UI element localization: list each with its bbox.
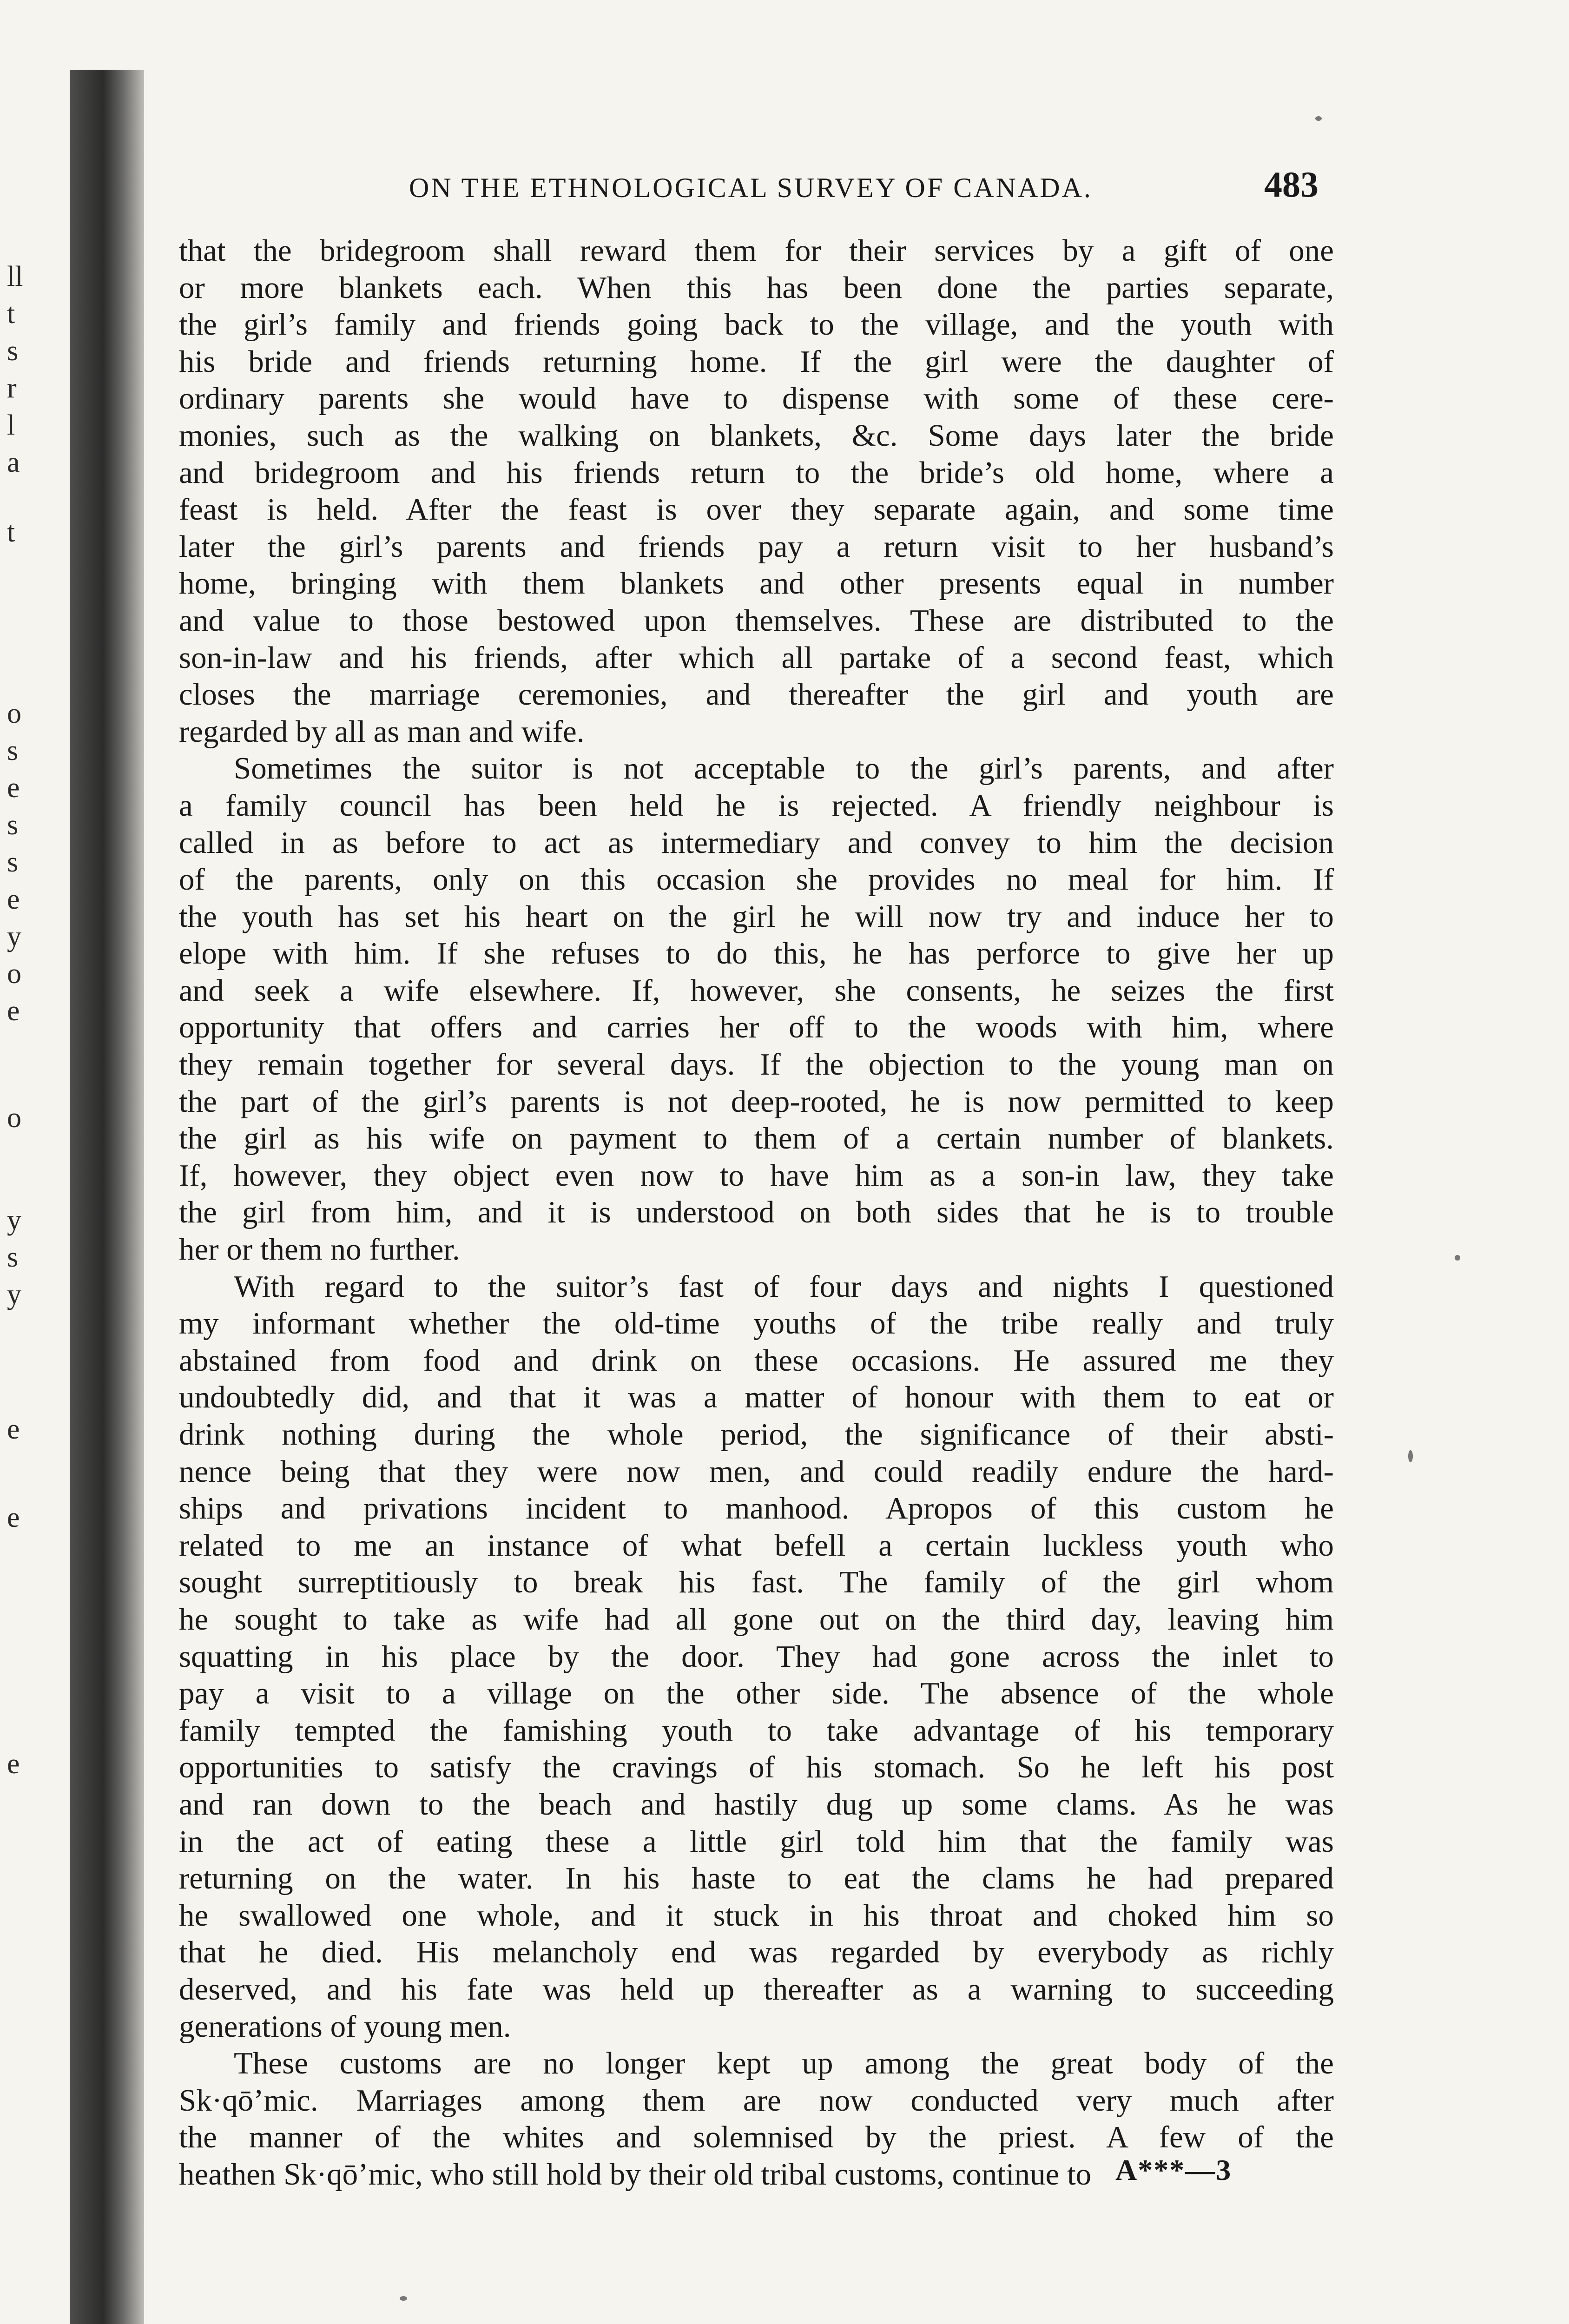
margin-fragment: a [7, 447, 20, 478]
page-body-text [179, 232, 1334, 2193]
margin-fragment: y [7, 1204, 21, 1236]
margin-fragment: r [7, 372, 17, 404]
book-binding-shadow [70, 70, 144, 2324]
text-line: the girl from him, and it is understood on both sides that he is to trouble [179, 1195, 1334, 1230]
text-line: abstained from food and drink on these occasions. He assured me they [179, 1343, 1334, 1378]
text-line: feast is held. After the feast is over they separate again, and some time [179, 492, 1334, 527]
text-line: ships and privations incident to manhood. Apropos of this custom he [179, 1491, 1334, 1526]
text-line: heathen Sk·qō’mic, who still hold by their old tribal customs, continue to [179, 2157, 1092, 2192]
text-line: generations of young men. [179, 2009, 511, 2044]
text-line: opportunity that offers and carries her off to the woods with him, where [179, 1010, 1334, 1045]
margin-fragment: s [7, 846, 19, 878]
margin-fragment: e [7, 1748, 20, 1780]
text-line: the girl as his wife on payment to them of a certain number of blankets. [179, 1121, 1334, 1156]
margin-fragment: t [7, 298, 15, 330]
margin-fragment: ll [7, 261, 23, 292]
text-line: or more blankets each. When this has been done the parties separate, [179, 270, 1334, 305]
margin-fragment: e [7, 1502, 20, 1533]
running-title: ON THE ETHNOLOGICAL SURVEY OF CANADA. [409, 172, 1093, 203]
text-line: sought surreptitiously to break his fast. The family of the girl whom [179, 1565, 1334, 1600]
margin-fragment: s [7, 735, 19, 766]
margin-fragment: t [7, 516, 15, 548]
text-line: of the parents, only on this occasion she provides no meal for him. If [179, 862, 1334, 897]
text-line: the youth has set his heart on the girl he will now try and induce her to [179, 899, 1334, 934]
text-line: and value to those bestowed upon themselves. These are distributed to the [179, 603, 1334, 638]
margin-fragment: l [7, 409, 15, 441]
text-line: later the girl’s parents and friends pay a return visit to her husband’s [179, 529, 1334, 564]
facing-page-margin-fragments [0, 0, 65, 2324]
margin-fragment: e [7, 772, 20, 804]
text-line: the part of the girl’s parents is not deep-rooted, he is now permitted to keep [179, 1084, 1334, 1119]
ink-speck [1315, 116, 1322, 121]
text-line: that he died. His melancholy end was regarded by everybody as richly [179, 1935, 1334, 1970]
text-line: These customs are no longer kept up among the great body of the [234, 2046, 1334, 2081]
text-line: Sometimes the suitor is not acceptable to the girl’s parents, and after [234, 751, 1334, 786]
margin-fragment: y [7, 921, 21, 952]
text-line: closes the marriage ceremonies, and thereafter the girl and youth are [179, 677, 1334, 712]
paragraph [179, 232, 1334, 750]
text-line: in the act of eating these a little girl told him that the family was [179, 1824, 1334, 1859]
text-line: If, however, they object even now to have him as a son-in law, they take [179, 1158, 1334, 1193]
text-line: drink nothing during the whole period, the significance of their absti- [179, 1417, 1334, 1452]
text-line: regarded by all as man and wife. [179, 714, 585, 749]
text-line: called in as before to act as intermediary and convey to him the decision [179, 825, 1334, 860]
text-line: pay a visit to a village on the other side. The absence of the whole [179, 1676, 1334, 1711]
text-line: squatting in his place by the door. They had gone across the inlet to [179, 1639, 1334, 1674]
margin-fragment: e [7, 884, 20, 915]
ink-speck [1455, 1255, 1460, 1261]
text-line: deserved, and his fate was held up thereafter as a warning to succeeding [179, 1972, 1334, 2007]
text-line: nence being that they were now men, and could readily endure the hard- [179, 1454, 1334, 1489]
text-line: he sought to take as wife had all gone out on the third day, leaving him [179, 1602, 1334, 1637]
text-line: related to me an instance of what befell a certain luckless youth who [179, 1528, 1334, 1563]
text-line: and bridegroom and his friends return to the bride’s old home, where a [179, 455, 1334, 490]
text-line: and ran down to the beach and hastily dug up some clams. As he was [179, 1787, 1334, 1822]
margin-fragment: s [7, 335, 19, 367]
text-line: he swallowed one whole, and it stuck in his throat and choked him so [179, 1898, 1334, 1933]
text-line: her or them no further. [179, 1232, 460, 1267]
text-line: a family council has been held he is rejected. A friendly neighbour is [179, 788, 1334, 823]
text-line: his bride and friends returning home. If the girl were the daughter of [179, 344, 1334, 379]
text-line: elope with him. If she refuses to do this, he has perforce to give her up [179, 936, 1334, 971]
text-line: Sk·qō’mic. Marriages among them are now conducted very much after [179, 2083, 1334, 2118]
text-line: the manner of the whites and solemnised by the priest. A few of the [179, 2120, 1334, 2155]
margin-fragment: e [7, 995, 20, 1027]
text-line: they remain together for several days. If the objection to the young man on [179, 1047, 1334, 1082]
text-line: and seek a wife elsewhere. If, however, she consents, he seizes the first [179, 973, 1334, 1008]
ink-speck [1408, 1450, 1413, 1462]
text-line: undoubtedly did, and that it was a matter of honour with them to eat or [179, 1380, 1334, 1415]
margin-fragment: y [7, 1279, 21, 1310]
margin-fragment: o [7, 698, 21, 729]
text-line: returning on the water. In his haste to eat the clams he had prepared [179, 1861, 1334, 1896]
text-line: With regard to the suitor’s fast of four days and nights I questioned [234, 1269, 1334, 1304]
paragraph [179, 750, 1334, 1268]
margin-fragment: e [7, 1413, 20, 1445]
text-line: home, bringing with them blankets and other presents equal in number [179, 566, 1334, 601]
text-line: the girl’s family and friends going back to the village, and the youth with [179, 307, 1334, 342]
text-line: ordinary parents she would have to dispense with some of these cere- [179, 381, 1334, 416]
margin-fragment: s [7, 1241, 19, 1273]
page-number: 483 [1264, 164, 1318, 205]
text-line: that the bridegroom shall reward them for their services by a gift of one [179, 233, 1334, 268]
ink-speck [400, 2296, 407, 2301]
margin-fragment: s [7, 809, 19, 841]
margin-fragment: o [7, 958, 21, 990]
paragraph [179, 1268, 1334, 2045]
text-line: opportunities to satisfy the cravings of his stomach. So he left his post [179, 1750, 1334, 1785]
margin-fragment: o [7, 1102, 21, 1134]
text-line: family tempted the famishing youth to take advantage of his temporary [179, 1713, 1334, 1748]
text-line: son-in-law and his friends, after which all partake of a second feast, which [179, 640, 1334, 675]
printer-signature-mark: A***—3 [1115, 2153, 1232, 2186]
text-line: monies, such as the walking on blankets, &c. Some days later the bride [179, 418, 1334, 453]
text-line: my informant whether the old-time youths of the tribe really and truly [179, 1306, 1334, 1341]
